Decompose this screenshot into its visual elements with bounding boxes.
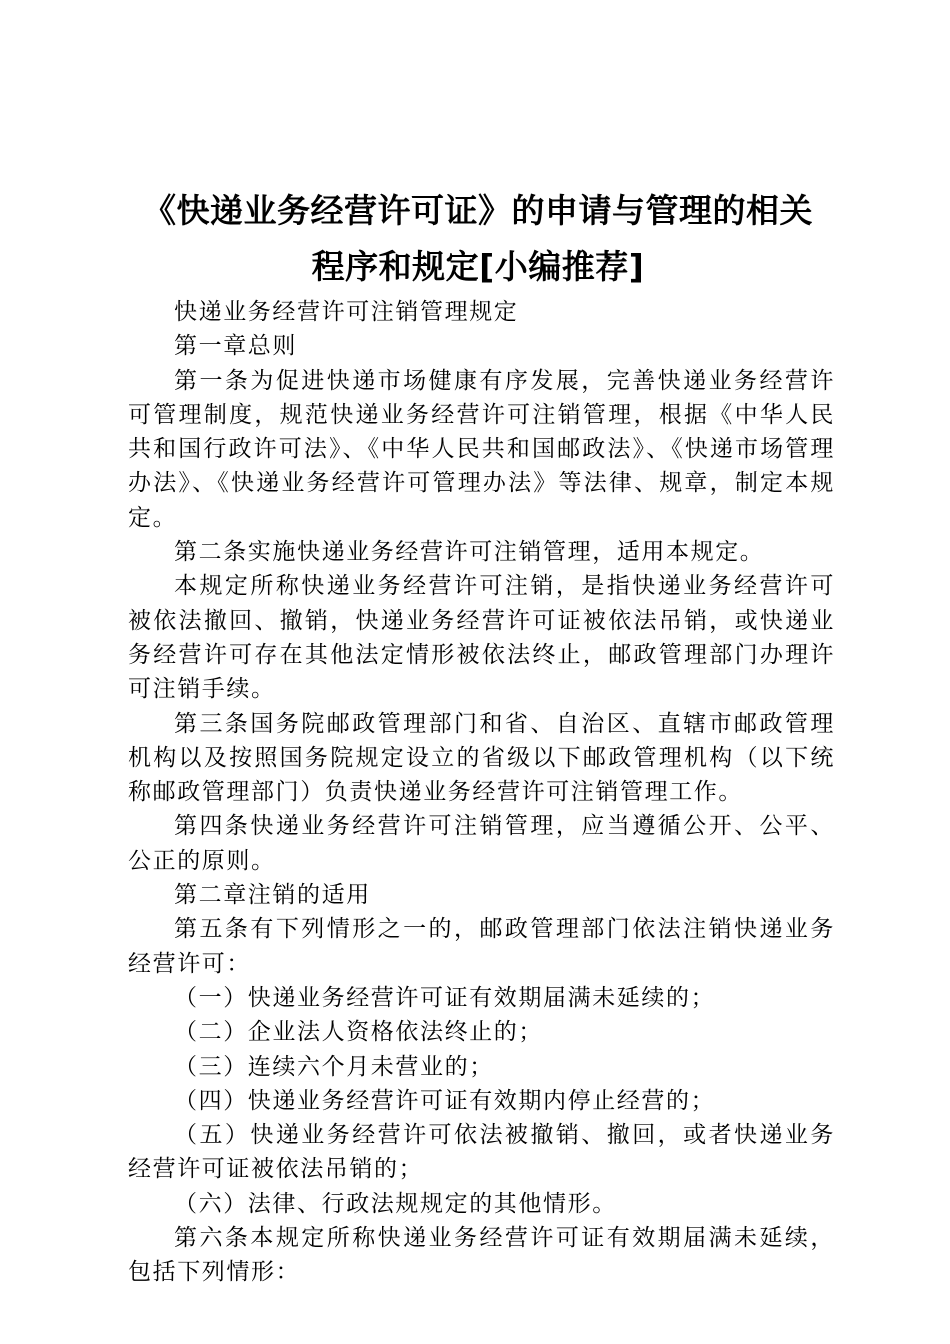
article-paragraph: 第二条实施快递业务经营许可注销管理，适用本规定。 <box>174 539 765 566</box>
article-paragraph: 第一条为促进快递市场健康有序发展，完善快递业务经营许可管理制度，规范快递业务经营许可注销管理，根据《中华人民共和国行政许可法》、《中华人民共和国邮政法》、《快递市场管理办法》、《快递业务经营许可管理办法》等法律、规章，制定本规定。 <box>128 367 835 531</box>
article-paragraph: 第五条有下列情形之一的，邮政管理部门依法注销快递业务经营许可： <box>128 916 835 977</box>
list-item: （一）快递业务经营许可证有效期届满未延续的； <box>174 984 716 1011</box>
document-title: 《快递业务经营许可证》的申请与管理的相关程序和规定[小编推荐] <box>143 191 813 286</box>
article-paragraph: 第六条本规定所称快递业务经营许可证有效期届满未延续，包括下列情形： <box>128 1225 835 1286</box>
article-paragraph: 第四条快递业务经营许可注销管理，应当遵循公开、公平、公正的原则。 <box>128 813 835 874</box>
section-heading: 快递业务经营许可注销管理规定 <box>174 299 519 325</box>
document-body <box>128 295 835 1290</box>
article-paragraph: 本规定所称快递业务经营许可注销，是指快递业务经营许可被依法撤回、撤销，快递业务经营许可证被依法吊销，或快递业务经营许可存在其他法定情形被依法终止，邮政管理部门办理许可注销手续。 <box>128 573 835 703</box>
list-item: （五）快递业务经营许可依法被撤销、撤回，或者快递业务经营许可证被依法吊销的； <box>128 1122 835 1183</box>
chapter-heading: 第二章注销的适用 <box>174 882 371 909</box>
list-item: （四）快递业务经营许可证有效期内停止经营的； <box>174 1087 716 1114</box>
list-item: （六）法律、行政法规规定的其他情形。 <box>174 1190 617 1217</box>
article-paragraph: 第三条国务院邮政管理部门和省、自治区、直辖市邮政管理机构以及按照国务院规定设立的省级以下邮政管理机构（以下统称邮政管理部门）负责快递业务经营许可注销管理工作。 <box>128 710 835 806</box>
list-item: （二）企业法人资格依法终止的； <box>174 1019 543 1046</box>
chapter-heading: 第一章总则 <box>174 333 297 360</box>
list-item: （三）连续六个月未营业的； <box>174 1053 494 1080</box>
